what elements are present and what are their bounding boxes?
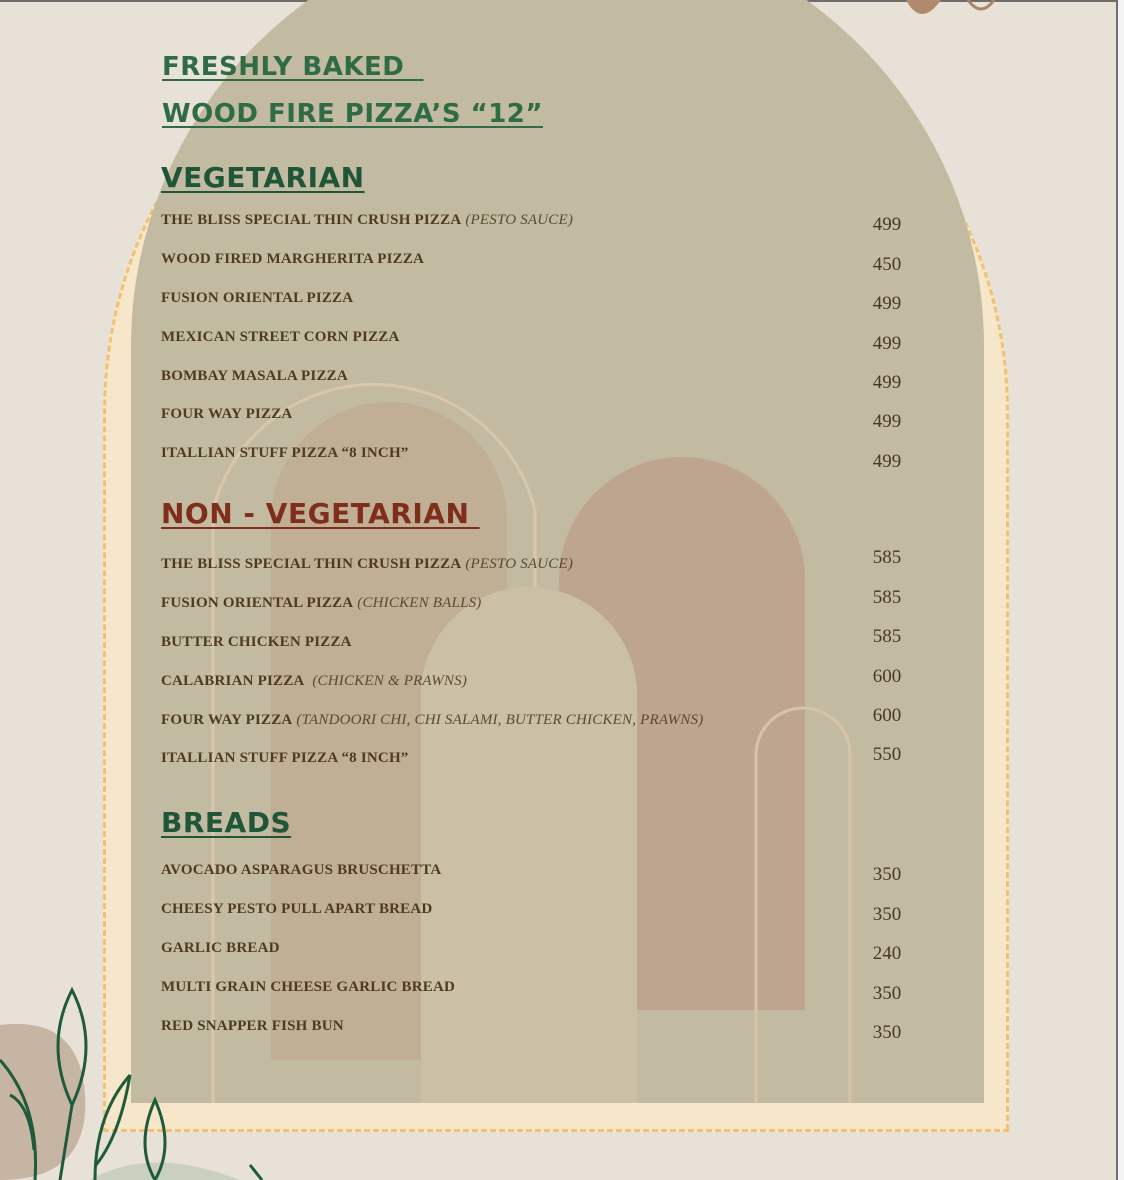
menu-item: GARLIC BREAD (161, 940, 280, 956)
menu-price: 585 (872, 547, 902, 568)
menu-price: 499 (872, 333, 902, 354)
menu-item: WOOD FIRED MARGHERITA PIZZA (161, 251, 425, 267)
menu-price: 350 (872, 904, 902, 925)
menu-item: CALABRIAN PIZZA (CHICKEN & PRAWNS) (161, 673, 468, 689)
title-line-1: FRESHLY BAKED (162, 52, 424, 82)
section-heading-vegetarian: VEGETARIAN (161, 161, 365, 194)
menu-item: ITALLIAN STUFF PIZZA “8 INCH” (161, 445, 409, 461)
menu-item: RED SNAPPER FISH BUN (161, 1018, 344, 1034)
menu-item: CHEESY PESTO PULL APART BREAD (161, 901, 433, 917)
menu-item: THE BLISS SPECIAL THIN CRUSH PIZZA (PESTO SAUCE) (161, 212, 574, 228)
menu-item: ITALLIAN STUFF PIZZA “8 INCH” (161, 750, 409, 766)
menu-item: FUSION ORIENTAL PIZZA (CHICKEN BALLS) (161, 595, 482, 611)
menu-price: 499 (872, 411, 902, 432)
title-line-2: WOOD FIRE PIZZA’S “12” (162, 99, 543, 129)
menu-price: 600 (872, 705, 902, 726)
menu-price: 350 (872, 864, 902, 885)
menu-item: BOMBAY MASALA PIZZA (161, 368, 348, 384)
menu-item: FUSION ORIENTAL PIZZA (161, 290, 354, 306)
menu-item: FOUR WAY PIZZA (TANDOORI CHI, CHI SALAMI, BUTTER CHICKEN, PRAWNS) (161, 712, 704, 728)
menu-price: 499 (872, 214, 902, 235)
menu-item: BUTTER CHICKEN PIZZA (161, 634, 352, 650)
menu-item: MEXICAN STREET CORN PIZZA (161, 329, 400, 345)
menu-price: 600 (872, 666, 902, 687)
menu-item: AVOCADO ASPARAGUS BRUSCHETTA (161, 862, 442, 878)
menu-price: 550 (872, 744, 902, 765)
menu-price: 585 (872, 626, 902, 647)
menu-price: 350 (872, 1022, 902, 1043)
menu-price: 350 (872, 983, 902, 1004)
menu-price: 499 (872, 293, 902, 314)
menu-price: 450 (872, 254, 902, 275)
section-heading-non-vegetarian: NON - VEGETARIAN (161, 497, 480, 530)
menu-price: 499 (872, 451, 902, 472)
menu-price: 499 (872, 372, 902, 393)
menu-item: MULTI GRAIN CHEESE GARLIC BREAD (161, 979, 456, 995)
menu-price: 585 (872, 587, 902, 608)
menu-item: THE BLISS SPECIAL THIN CRUSH PIZZA (PESTO SAUCE) (161, 556, 574, 572)
menu-price: 240 (872, 943, 902, 964)
menu-item: FOUR WAY PIZZA (161, 406, 293, 422)
section-heading-breads: BREADS (161, 806, 292, 839)
